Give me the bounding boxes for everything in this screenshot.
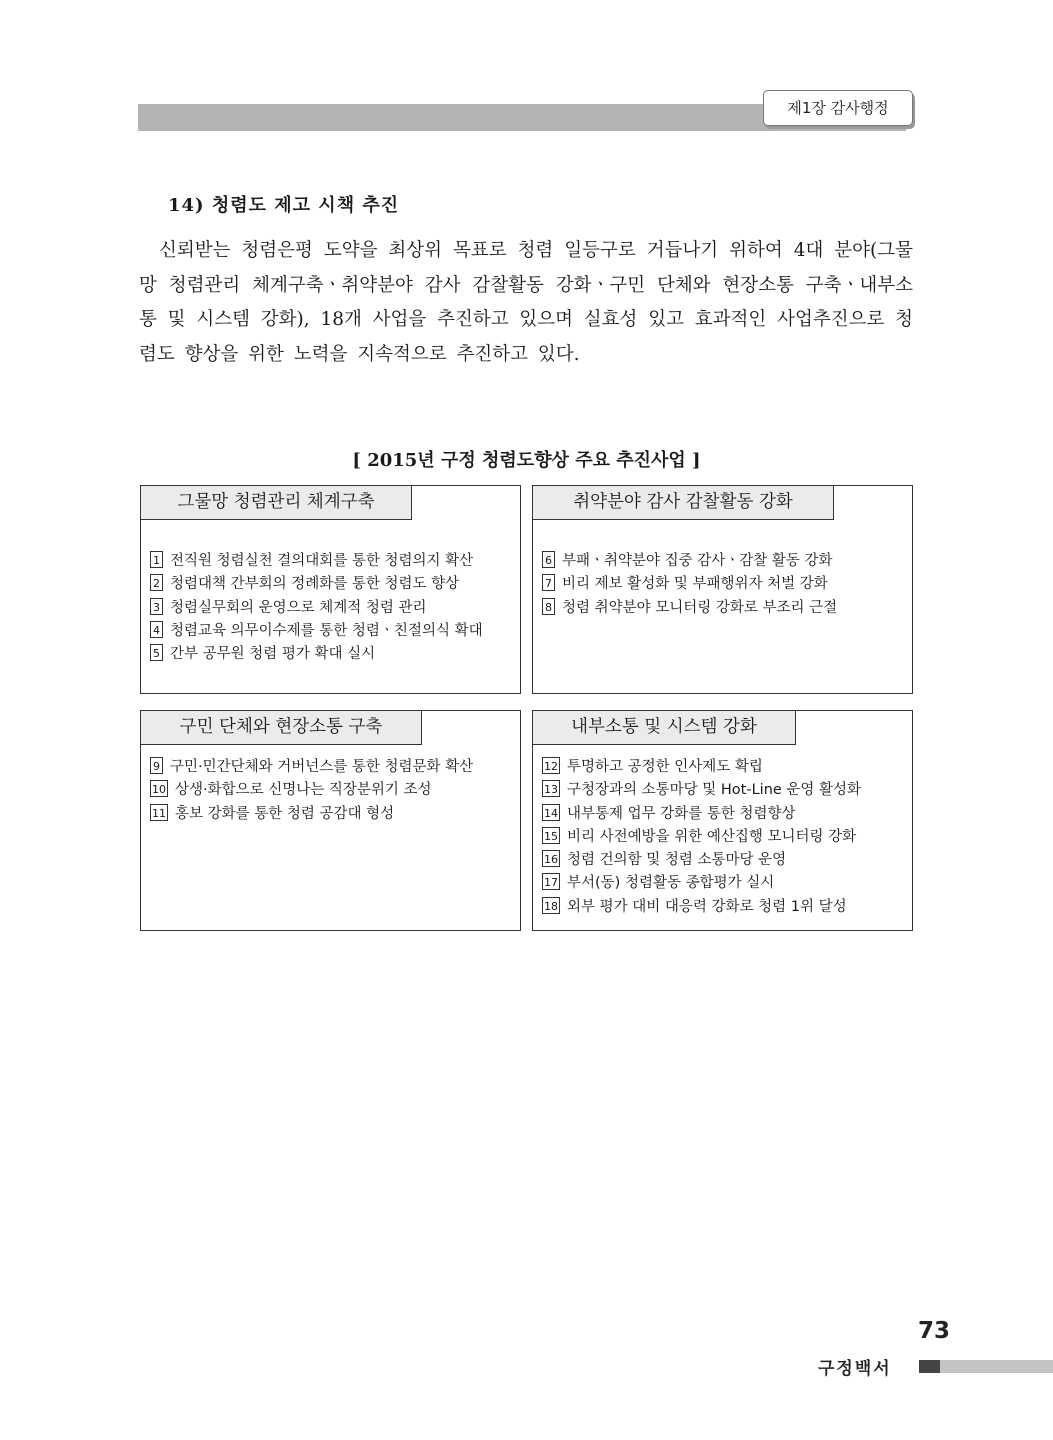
list-item (150, 756, 473, 779)
list-item (150, 620, 483, 643)
list-item (150, 779, 473, 802)
item-number: 9 (150, 757, 163, 774)
item-number: 12 (542, 757, 560, 774)
page-number: 73 (918, 1318, 951, 1344)
list-item (542, 573, 837, 596)
item-number: 2 (150, 574, 163, 591)
list-item (542, 779, 861, 802)
list-item (542, 872, 861, 895)
box-internal-system (532, 710, 913, 931)
item-number: 5 (150, 644, 163, 661)
item-number: 16 (542, 850, 560, 867)
list-item (542, 849, 861, 872)
item-text: 비리 사전예방을 위한 예산집행 모니터링 강화 (567, 828, 857, 845)
section-body: 신뢰받는 청렴은평 도약을 최상위 목표로 청렴 일등구로 거듭나기 위하여 4대 분야(그물망 청렴관리 체계구축ㆍ취약분야 감사 감찰활동 강화ㆍ구민 단체와 현장소통 구축ㆍ내부소통 및 시스템 강화), 18개 사업을 추진하고 있으며 실효성 있고 효과적인 사업추진으로 청렴도 향상을 위한 노력을 지속적으로 추진하고 있다. (139, 240, 913, 365)
item-number: 3 (150, 598, 163, 615)
box-integrity-management (140, 485, 521, 694)
item-number: 4 (150, 621, 163, 638)
item-text: 홍보 강화를 통한 청렴 공감대 형성 (175, 805, 395, 822)
box-header: 그물망 청렴관리 체계구축 (140, 485, 412, 520)
item-number: 17 (542, 873, 560, 890)
list-item (542, 896, 861, 919)
item-text: 구청장과의 소통마당 및 Hot-Line 운영 활성화 (567, 782, 862, 799)
item-text: 상생·화합으로 신명나는 직장분위기 조성 (175, 782, 432, 799)
item-text: 투명하고 공정한 인사제도 확립 (567, 759, 763, 775)
item-text: 비리 제보 활성화 및 부패행위자 처벌 강화 (562, 576, 828, 593)
box-header: 취약분야 감사 감찰활동 강화 (532, 485, 834, 520)
item-number: 8 (542, 598, 555, 615)
item-text: 내부통제 업무 강화를 통한 청렴향상 (567, 805, 796, 822)
item-number: 15 (542, 827, 560, 844)
item-text: 청렴실무회의 운영으로 체계적 청렴 관리 (170, 599, 427, 616)
list-item (542, 550, 837, 573)
item-number: 14 (542, 804, 560, 821)
item-text: 전직원 청렴실천 결의대회를 통한 청렴의지 확산 (170, 553, 474, 569)
list-item (542, 803, 861, 826)
item-number: 18 (542, 897, 560, 914)
box-header: 구민 단체와 현장소통 구축 (140, 710, 422, 745)
chapter-tab: 제1장 감사행정 (763, 90, 913, 126)
footer-bar-dark (919, 1360, 940, 1373)
item-text: 간부 공무원 청렴 평가 확대 실시 (170, 646, 376, 663)
list-item (150, 597, 483, 620)
figure-title: [ 2015년 구정 청렴도향상 주요 추진사업 ] (352, 450, 701, 471)
list-item (150, 573, 483, 596)
item-text: 청렴교육 의무이수제를 통한 청렴ㆍ친절의식 확대 (170, 622, 483, 639)
item-text: 청렴대책 간부회의 정례화를 통한 청렴도 향상 (170, 576, 460, 593)
list-item (150, 643, 483, 666)
list-item (150, 550, 483, 573)
item-number: 6 (542, 551, 555, 568)
list-item (542, 826, 861, 849)
box-community-communication (140, 710, 521, 931)
item-number: 1 (150, 551, 163, 568)
item-text: 부패ㆍ취약분야 집중 감사ㆍ감찰 활동 강화 (562, 553, 833, 569)
box-audit-inspection (532, 485, 913, 694)
item-text: 부서(동) 청렴활동 종합평가 실시 (567, 875, 775, 892)
item-number: 7 (542, 574, 555, 591)
item-number: 13 (542, 780, 560, 797)
item-text: 구민·민간단체와 거버넌스를 통한 청렴문화 확산 (170, 759, 474, 775)
section-title: 14) 청렴도 제고 시책 추진 (168, 195, 400, 216)
item-number: 11 (150, 804, 168, 821)
item-text: 청렴 건의함 및 청렴 소통마당 운영 (567, 852, 787, 869)
item-number: 10 (150, 780, 168, 797)
item-text: 청렴 취약분야 모니터링 강화로 부조리 근절 (562, 599, 838, 616)
list-item (542, 756, 861, 779)
footer-bar-light (940, 1360, 1053, 1373)
list-item (150, 803, 473, 826)
list-item (542, 597, 837, 620)
box-header: 내부소통 및 시스템 강화 (532, 710, 796, 745)
book-title: 구정백서 (818, 1359, 892, 1379)
item-text: 외부 평가 대비 대응력 강화로 청렴 1위 달성 (567, 898, 847, 915)
